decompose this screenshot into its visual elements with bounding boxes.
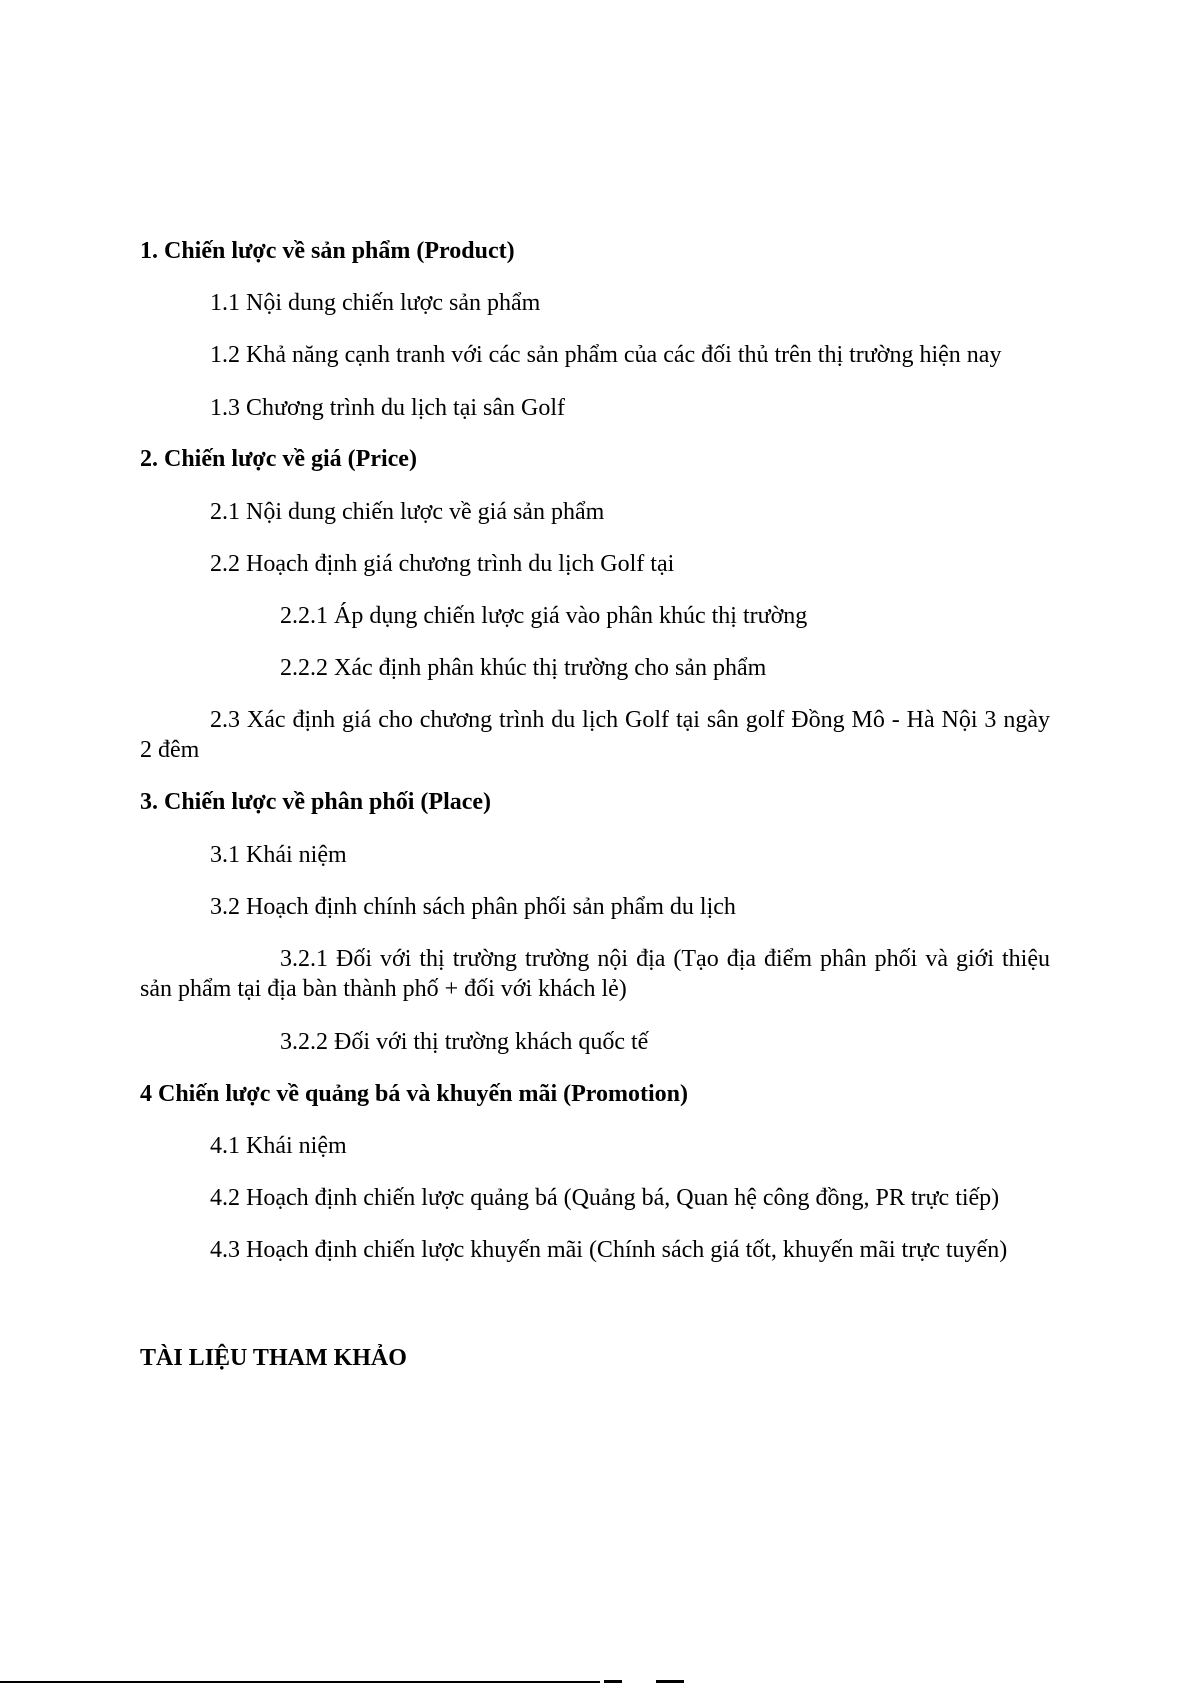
references-heading: TÀI LIỆU THAM KHẢO bbox=[140, 1345, 407, 1371]
item-4-3 bbox=[140, 1235, 1050, 1265]
item-3-1: 3.1 Khái niệm bbox=[210, 842, 347, 868]
footer-mark bbox=[656, 1680, 684, 1683]
item-1-2: 1.2 Khả năng cạnh tranh với các sản phẩm của các đối thủ trên thị trường hiện nay bbox=[210, 342, 1002, 368]
item-4-2: 4.2 Hoạch định chiến lược quảng bá (Quảng bá, Quan hệ công đồng, PR trực tiếp) bbox=[210, 1185, 1000, 1211]
item-1-3: 1.3 Chương trình du lịch tại sân Golf bbox=[210, 395, 565, 421]
item-4-1: 4.1 Khái niệm bbox=[210, 1133, 347, 1159]
item-3-2-2: 3.2.2 Đối với thị trường khách quốc tế bbox=[280, 1029, 649, 1055]
item-2-1: 2.1 Nội dung chiến lược về giá sản phẩm bbox=[210, 499, 605, 525]
item-2-2-2: 2.2.2 Xác định phân khúc thị trường cho sản phẩm bbox=[280, 655, 767, 681]
item-2-3-text: 2.3 Xác định giá cho chương trình du lịch Golf tại sân golf Đồng Mô - Hà Nội 3 ngày 2 đêm bbox=[140, 707, 1050, 763]
section-4-heading: 4 Chiến lược về quảng bá và khuyến mãi (Promotion) bbox=[140, 1081, 688, 1107]
footer-rule bbox=[0, 1681, 600, 1683]
section-1-heading: 1. Chiến lược về sản phẩm (Product) bbox=[140, 238, 515, 264]
item-3-2-1 bbox=[140, 944, 1050, 1004]
item-1-1: 1.1 Nội dung chiến lược sản phẩm bbox=[210, 290, 541, 316]
section-3-heading: 3. Chiến lược về phân phối (Place) bbox=[140, 789, 492, 815]
item-4-3-text: 4.3 Hoạch định chiến lược khuyến mãi (Chính sách giá tốt, khuyến mãi trực tuyến) bbox=[210, 1237, 1008, 1263]
item-3-2-1-text: 3.2.1 Đối với thị trường trường nội địa (Tạo địa điểm phân phối và giới thiệu sản phẩm tại địa bàn thành phố + đối với khách lẻ) bbox=[140, 946, 1050, 1002]
item-2-3 bbox=[140, 705, 1050, 765]
section-2-heading: 2. Chiến lược về giá (Price) bbox=[140, 446, 417, 472]
item-3-2: 3.2 Hoạch định chính sách phân phối sản phẩm du lịch bbox=[210, 894, 736, 920]
footer-mark bbox=[604, 1680, 622, 1683]
item-2-2: 2.2 Hoạch định giá chương trình du lịch Golf tại bbox=[210, 551, 675, 577]
item-2-2-1: 2.2.1 Áp dụng chiến lược giá vào phân khúc thị trường bbox=[280, 603, 808, 629]
